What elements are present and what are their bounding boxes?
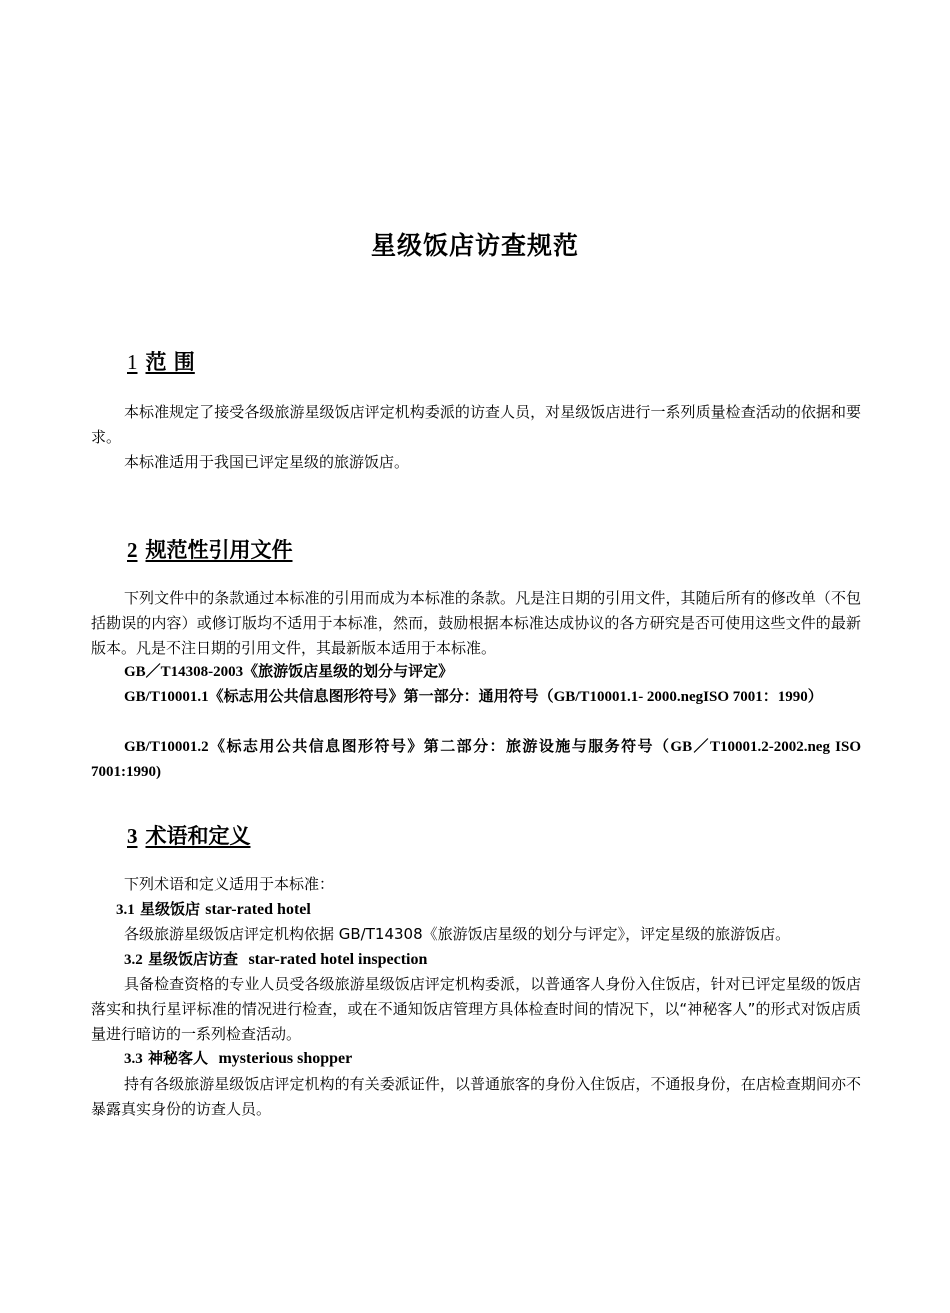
term-3-3-english: mysterious shopper [218,1050,353,1067]
term-3-2-english: star-rated hotel inspection [248,951,428,968]
reference-item-3: GB/T10001.2《标志用公共信息图形符号》第二部分：旅游设施与服务符号（GB／T10001.2-2002.neg ISO 7001:1990) [91,739,861,780]
term-3-3-heading [124,1046,352,1072]
section-3-heading [127,820,251,850]
term-3-1-name: 星级饭店 [139,900,200,918]
term-3-1-id: 3.1 [116,902,135,918]
term-3-2-id: 3.2 [124,952,143,968]
section-3-title: 术语和定义 [145,824,251,848]
term-3-3-name: 神秘客人 [147,1049,208,1067]
section-2-heading [127,534,293,564]
term-3-2-heading [124,947,427,973]
reference-item-1: GB／T14308-2003《旅游饭店星级的划分与评定》 [124,664,454,680]
term-3-1-heading [116,897,311,923]
section-1-title: 范 围 [145,350,195,374]
references-intro: 下列文件中的条款通过本标准的引用而成为本标准的条款。凡是注日期的引用文件，其随后所有的修改单（不包括勘误的内容）或修订版均不适用于本标准，然而，鼓励根据本标准达成协议的各方研究是否可使用这些文件的最新版本。凡是不注日期的引用文件，其最新版本适用于本标准。 [91,589,861,657]
section-2-title: 规范性引用文件 [145,538,293,562]
section-3-number: 3 [127,824,138,848]
scope-paragraph-1: 本标准规定了接受各级旅游星级饭店评定机构委派的访查人员，对星级饭店进行一系列质量检查活动的依据和要求。 [91,403,861,446]
term-3-3-definition: 持有各级旅游星级饭店评定机构的有关委派证件，以普通旅客的身份入住饭店，不通报身份，在店检查期间亦不暴露真实身份的访查人员。 [91,1075,861,1118]
terms-intro: 下列术语和定义适用于本标准： [124,875,335,893]
scope-paragraph-2: 本标准适用于我国已评定星级的旅游饭店。 [124,453,410,471]
reference-item-2: GB/T10001.1《标志用公共信息图形符号》第一部分：通用符号（GB/T10001.1- 2000.negISO 7001：1990） [124,689,823,705]
section-1-heading [127,346,195,376]
document-title: 星级饭店访查规范 [370,231,579,260]
term-3-1-english: star-rated hotel [205,901,311,918]
term-3-1-definition: 各级旅游星级饭店评定机构依据 GB/T14308《旅游饭店星级的划分与评定》，评定星级的旅游饭店。 [124,925,791,943]
section-1-number: 1 [127,350,138,374]
term-3-3-id: 3.3 [124,1051,143,1067]
section-2-number: 2 [127,538,138,562]
term-3-2-definition: 具备检查资格的专业人员受各级旅游星级饭店评定机构委派，以普通客人身份入住饭店，针对已评定星级的饭店落实和执行星评标准的情况进行检查，或在不通知饭店管理方具体检查时间的情况下，以“神秘客人”的形式对饭店质量进行暗访的一系列检查活动。 [91,975,861,1043]
term-3-2-name: 星级饭店访查 [147,950,238,968]
